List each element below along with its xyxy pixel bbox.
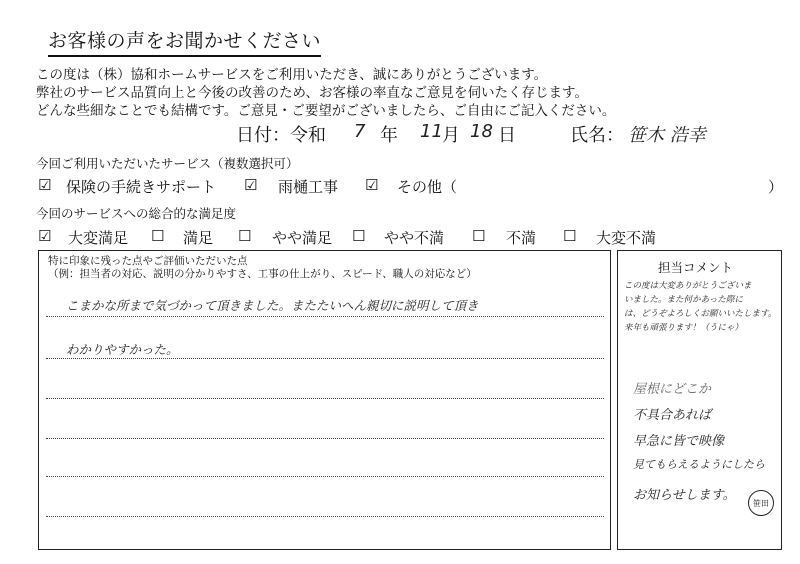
staff-comment-title: 担当コメント	[658, 260, 734, 275]
staff-comment-big-3: 早急に皆で映像	[633, 434, 725, 449]
intro-line-1: この度は（株）協和ホームサービスをご利用いただき、誠にありがとうございます。	[36, 67, 548, 83]
satisfaction-heading: 今回のサービスへの総合的な満足度	[36, 206, 237, 221]
service-checkbox-3[interactable]: ☑	[365, 176, 379, 194]
staff-comment-small-2: いました。また何かあった際に	[624, 295, 743, 305]
writing-line-3	[46, 398, 604, 399]
service-checkbox-2[interactable]: ☑	[244, 176, 258, 194]
writing-line-2	[46, 358, 604, 359]
date-day-unit: 日	[498, 125, 516, 146]
date-month: 11	[420, 121, 443, 142]
satisfaction-checkbox-4[interactable]: ☐	[352, 227, 366, 245]
feedback-line-1: こまかな所まで気づかって頂きました。またたいへん親切に説明して頂き	[66, 298, 479, 313]
staff-comment-big-1: 屋根にどこか	[633, 382, 712, 397]
date-month-unit: 月	[442, 125, 460, 146]
staff-comment-small-1: この度は大変ありがとうございま	[624, 281, 752, 291]
satisfaction-label-5: 不満	[506, 229, 537, 247]
service-other-close: ）	[768, 178, 784, 196]
feedback-hint-1: 特に印象に残った点やご評価いただいた点	[48, 255, 248, 267]
staff-seal-text: 笹田	[753, 498, 769, 508]
services-heading: 今回ご利用いただいたサービス（複数選択可）	[36, 156, 299, 171]
page-title: お客様の声をお聞かせください	[48, 26, 321, 57]
satisfaction-label-4: やや不満	[384, 229, 445, 247]
date-year: 7	[354, 121, 366, 142]
intro-line-2: 弊社のサービス品質向上と今後の改善のため、お客様の率直なご意見を伺いたく存じます。	[36, 85, 588, 101]
service-label-3: その他（	[397, 178, 458, 196]
service-label-2: 雨樋工事	[278, 178, 339, 196]
satisfaction-label-2: 満足	[183, 229, 214, 247]
writing-line-1	[46, 316, 604, 317]
satisfaction-checkbox-2[interactable]: ☐	[151, 227, 165, 245]
satisfaction-label-6: 大変不満	[596, 229, 657, 247]
date-year-unit: 年	[380, 125, 398, 146]
service-checkbox-1[interactable]: ☑	[38, 176, 52, 194]
name-value: 笹木 浩幸	[628, 125, 706, 146]
date-day: 18	[470, 121, 493, 142]
staff-comment-small-3: は、どうぞよろしくお願いいたします。	[624, 309, 777, 319]
name-label: 氏名：	[570, 125, 624, 146]
staff-seal-stamp	[748, 490, 774, 516]
satisfaction-label-1: 大変満足	[68, 229, 129, 247]
satisfaction-label-3: やや満足	[272, 229, 333, 247]
feedback-hint-2: （例：担当者の対応、説明の分かりやすさ、工事の仕上がり、スピード、職人の対応など）	[48, 268, 477, 280]
writing-line-5	[46, 476, 604, 477]
satisfaction-checkbox-6[interactable]: ☐	[563, 227, 577, 245]
intro-line-3: どんな些細なことでも結構です。ご意見・ご要望がございましたら、ご自由にご記入ください。	[36, 103, 616, 119]
staff-comment-big-5: お知らせします。	[633, 488, 736, 503]
date-label: 日付：令和	[236, 125, 326, 146]
satisfaction-checkbox-3[interactable]: ☐	[238, 227, 252, 245]
feedback-line-2: わかりやすかった。	[66, 342, 179, 357]
writing-line-4	[46, 438, 604, 439]
writing-line-6	[46, 516, 604, 517]
staff-comment-big-2: 不具合あれば	[633, 408, 712, 423]
staff-comment-small-4: 来年も頑張ります！（うにゃ）	[624, 323, 743, 333]
staff-comment-big-4: 見てもらえるようにしたら	[633, 458, 765, 471]
satisfaction-checkbox-5[interactable]: ☐	[472, 227, 486, 245]
service-label-1: 保険の手続きサポート	[66, 178, 217, 196]
feedback-box	[38, 250, 611, 550]
satisfaction-checkbox-1[interactable]: ☑	[38, 227, 52, 245]
